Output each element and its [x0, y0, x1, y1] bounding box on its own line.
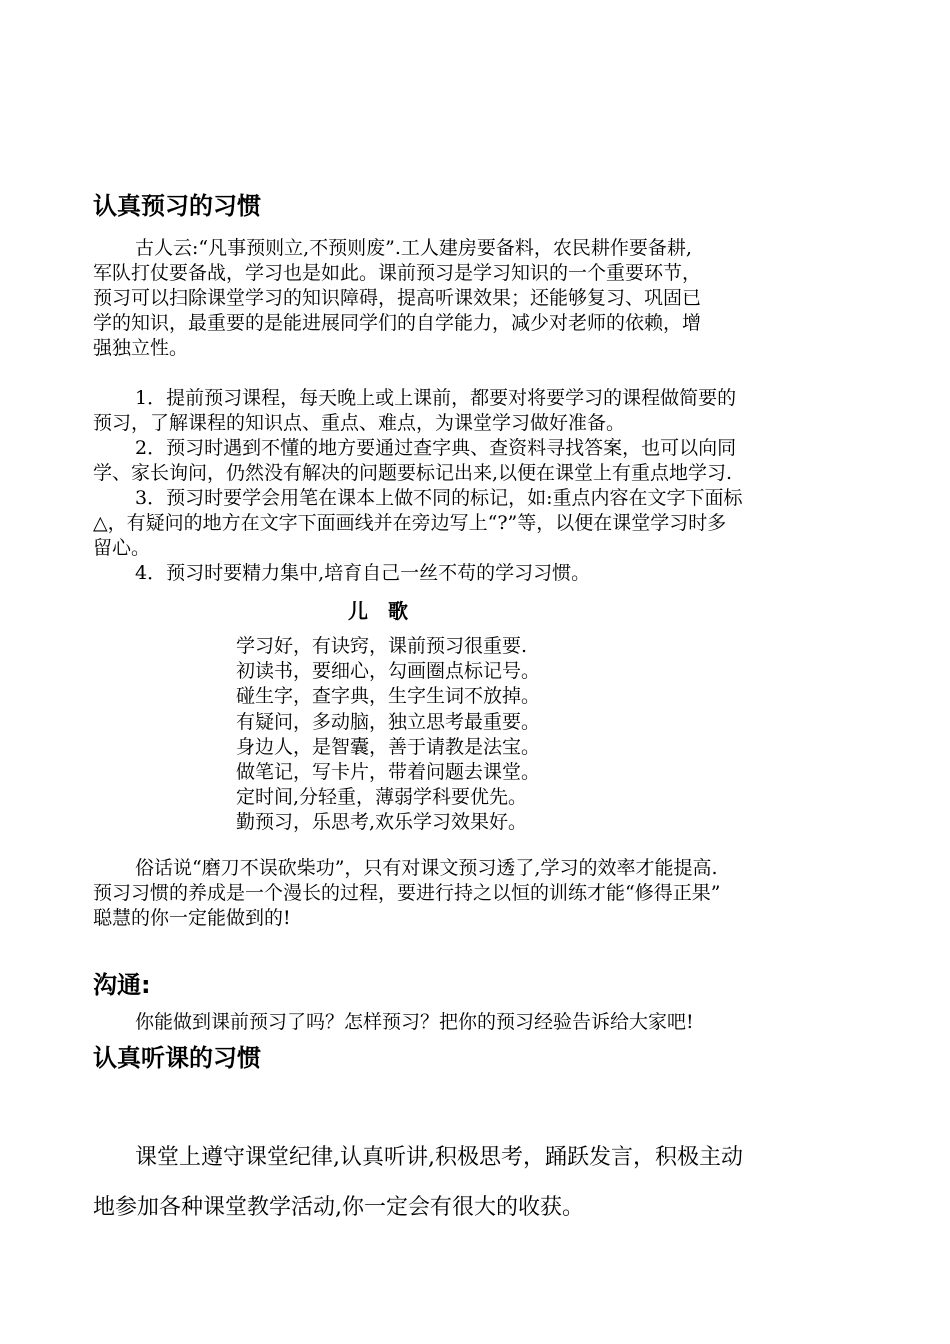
poem-line: 有疑问，多动脑，独立思考最重要。 — [236, 710, 541, 733]
step-2-line: 2．预习时遇到不懂的地方要通过查字典、查资料寻找答案，也可以向同 — [135, 437, 737, 459]
step-1-line: 预习，了解课程的知识点、重点、难点，为课堂学习做好准备。 — [93, 412, 626, 434]
intro-line: 古人云:“凡事预则立,不预则废”.工人建房要备料，农民耕作要备耕, — [135, 237, 692, 259]
intro-line: 强独立性。 — [93, 337, 189, 359]
poem-title: 儿歌 — [348, 599, 428, 623]
poem-line: 初读书，要细心，勾画圈点标记号。 — [236, 660, 541, 683]
section-title-preview: 认真预习的习惯 — [93, 192, 261, 220]
closing-line: 预习习惯的养成是一个漫长的过程，要进行持之以恒的训练才能“修得正果” — [93, 882, 721, 904]
closing-line: 聪慧的你一定能做到的! — [93, 907, 291, 929]
intro-line: 军队打仗要备战，学习也是如此。课前预习是学习知识的一个重要环节， — [93, 262, 702, 284]
poem-line: 定时间,分轻重，薄弱学科要优先。 — [236, 786, 528, 809]
intro-line: 学的知识，最重要的是能进展同学们的自学能力，减少对老师的依赖，增 — [93, 312, 702, 334]
poem — [236, 634, 540, 836]
listening-paragraph — [93, 1133, 743, 1233]
poem-line: 学习好，有诀窍，课前预习很重要. — [236, 635, 528, 657]
communicate-text: 你能做到课前预习了吗？怎样预习？把你的预习经验告诉给大家吧! — [135, 1011, 694, 1033]
closing-line: 俗话说“磨刀不误砍柴功”，只有对课文预习透了,学习的效率才能提高. — [135, 857, 718, 879]
poem-line: 身边人，是智囊，善于请教是法宝。 — [236, 735, 541, 758]
step-3-line: 3．预习时要学会用笔在课本上做不同的标记，如:重点内容在文字下面标 — [135, 487, 743, 509]
step-3-line: 留心。 — [93, 537, 151, 559]
steps-list — [93, 386, 868, 586]
listening-line: 课堂上遵守课堂纪律,认真听讲,积极思考，踊跃发言，积极主动 — [135, 1145, 743, 1170]
poem-line: 碰生字，查字典，生字生词不放掉。 — [236, 685, 541, 708]
intro-paragraph — [93, 236, 868, 361]
poem-line: 做笔记，写卡片，带着问题去课堂。 — [236, 761, 541, 784]
step-3-line: △，有疑问的地方在文字下面画线并在旁边写上“?”等，以便在课堂学习时多 — [93, 512, 727, 534]
poem-line: 勤预习，乐思考,欢乐学习效果好。 — [236, 811, 528, 834]
intro-line: 预习可以扫除课堂学习的知识障碍，提高听课效果；还能够复习、巩固已 — [93, 287, 702, 309]
closing-paragraph — [93, 856, 868, 931]
step-4-line: 4．预习时要精力集中,培育自己一丝不苟的学习习惯。 — [135, 562, 591, 584]
listening-line: 地参加各种课堂教学活动,你一定会有很大的收获。 — [93, 1195, 584, 1220]
communicate-title: 沟通: — [93, 971, 151, 999]
step-2-line: 学、家长询问，仍然没有解决的问题要标记出来,以便在课堂上有重点地学习. — [93, 462, 733, 484]
section-title-listening: 认真听课的习惯 — [93, 1044, 261, 1072]
communicate-paragraph — [93, 1010, 868, 1035]
step-1-line: 1．提前预习课程，每天晚上或上课前，都要对将要学习的课程做简要的 — [135, 387, 737, 409]
